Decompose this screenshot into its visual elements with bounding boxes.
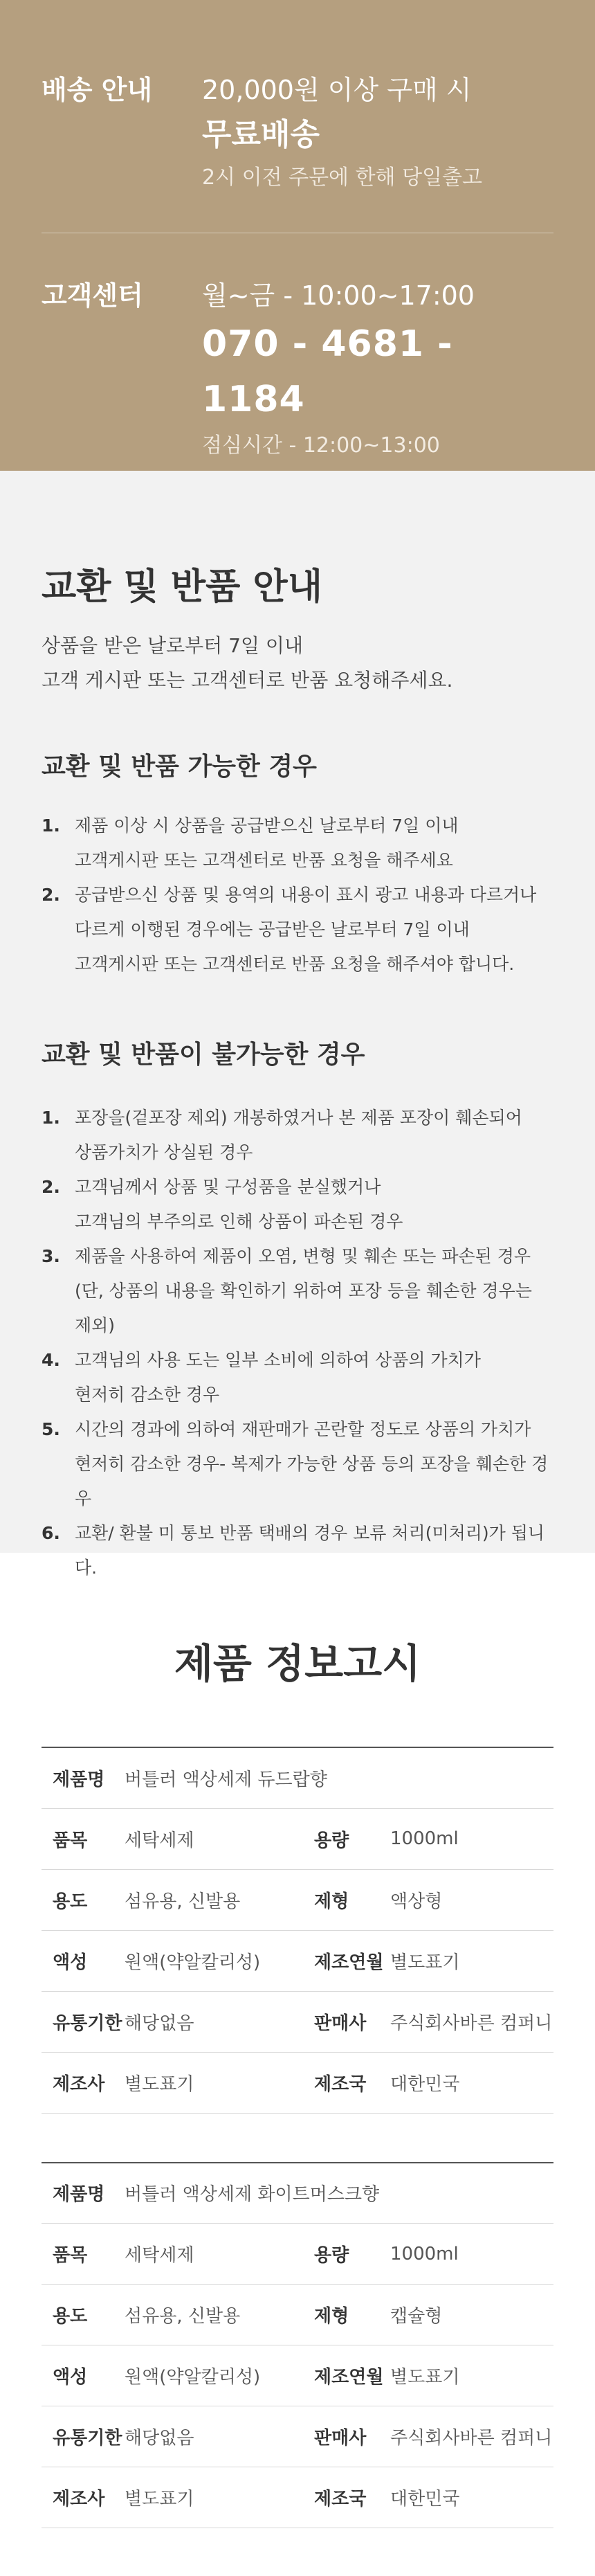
spec-label: 제조연월 (303, 1930, 390, 1991)
spec-value: 캡슐형 (390, 2285, 553, 2345)
list-number: 6. (42, 1523, 60, 1543)
list-item (42, 878, 553, 982)
spec-label: 품목 (42, 1808, 125, 1869)
business-hours: 월~금 - 10:00~17:00 (202, 280, 475, 311)
list-text: 고객님의 부주의로 인해 상품이 파손된 경우 (75, 1212, 403, 1232)
spec-value: 세탁세제 (125, 1808, 303, 1869)
spec-value: 섬유용, 신발용 (125, 2285, 303, 2345)
lunch-hours: 점심시간 - 12:00~13:00 (202, 433, 440, 458)
table-row (42, 2224, 553, 2285)
product-notice-section (0, 1553, 595, 2576)
spec-label: 액성 (42, 1930, 125, 1991)
customer-center-row (42, 275, 553, 465)
spec-label: 제조사 (42, 2467, 125, 2528)
table-row (42, 1808, 553, 1869)
list-text: (단, 상품의 내용을 확인하기 위하여 포장 등을 훼손한 경우는 제외) (75, 1281, 532, 1335)
shipping-label: 배송 안내 (42, 75, 153, 105)
spec-label: 제형 (303, 1869, 390, 1930)
spec-label: 유통기한 (42, 1991, 125, 2052)
spec-value: 섬유용, 신발용 (125, 1869, 303, 1930)
list-item (42, 1101, 553, 1170)
table-row (42, 1930, 553, 1991)
spec-table (42, 2162, 553, 2529)
spec-value: 주식회사바른 컴퍼니 (390, 1991, 553, 2052)
list-text: 고객게시판 또는 고객센터로 반품 요청을 해주셔야 합니다. (75, 954, 515, 974)
list-text: 현저히 감소한 경우- 복제가 가능한 상품 등의 포장을 훼손한 경우 (75, 1454, 549, 1508)
shipping-info-section (0, 0, 595, 471)
list-item (42, 1412, 553, 1516)
table-row (42, 1991, 553, 2052)
list-text: 시간의 경과에 의하여 재판매가 곤란할 정도로 상품의 가치가 (75, 1419, 531, 1439)
list-text: 다르게 이행된 경우에는 공급받은 날로부터 7일 이내 (75, 919, 470, 939)
spec-value: 별도표기 (390, 1930, 553, 1991)
spec-label: 제조사 (42, 2052, 125, 2113)
list-number: 1. (42, 816, 60, 836)
list-item (42, 809, 553, 878)
product-name-label: 제품명 (42, 1747, 125, 1808)
spec-value: 1000ml (390, 1808, 553, 1869)
spec-value: 주식회사바른 컴퍼니 (390, 2406, 553, 2467)
spec-label: 용도 (42, 2285, 125, 2345)
table-row (42, 2406, 553, 2467)
list-number: 2. (42, 1177, 60, 1197)
spec-value: 1000ml (390, 2224, 553, 2285)
exchange-intro-line: 상품을 받은 날로부터 7일 이내 (42, 634, 303, 657)
list-text: 제품을 사용하여 제품이 오염, 변형 및 훼손 또는 파손된 경우 (75, 1246, 531, 1266)
spec-value: 별도표기 (390, 2345, 553, 2406)
list-item (42, 1239, 553, 1343)
list-text: 현저히 감소한 경우 (75, 1385, 220, 1405)
list-text: 상품가치가 상실된 경우 (75, 1142, 253, 1162)
same-day-dispatch-text: 2시 이전 주문에 한해 당일출고 (202, 165, 482, 190)
spec-label: 유통기한 (42, 2406, 125, 2467)
shipping-threshold: 20,000원 이상 구매 시 (202, 75, 472, 105)
list-text: 고객게시판 또는 고객센터로 반품 요청을 해주세요 (75, 850, 453, 870)
table-row (42, 2285, 553, 2345)
table-row (42, 1747, 553, 1808)
list-number: 3. (42, 1246, 60, 1266)
spec-label: 용량 (303, 1808, 390, 1869)
spec-label: 제조국 (303, 2467, 390, 2528)
possible-cases-title: 교환 및 반품 가능한 경우 (42, 753, 317, 781)
spec-value: 대한민국 (390, 2467, 553, 2528)
list-number: 5. (42, 1419, 60, 1439)
spec-label: 판매사 (303, 1991, 390, 2052)
spec-value: 대한민국 (390, 2052, 553, 2113)
spec-value: 별도표기 (125, 2467, 303, 2528)
list-item (42, 1343, 553, 1412)
impossible-cases-list (42, 1101, 553, 1585)
spec-label: 용량 (303, 2224, 390, 2285)
list-item (42, 1170, 553, 1239)
spec-value: 원액(약알칼리성) (125, 2345, 303, 2406)
table-row (42, 2052, 553, 2113)
spec-tables (42, 1747, 553, 2528)
spec-label: 액성 (42, 2345, 125, 2406)
list-number: 2. (42, 885, 60, 905)
product-name-value: 버틀러 액상세제 화이트머스크향 (125, 2163, 553, 2224)
list-text: 고객님께서 상품 및 구성품을 분실했거나 (75, 1177, 381, 1197)
table-row (42, 2163, 553, 2224)
free-shipping-text: 무료배송 (202, 117, 320, 152)
possible-cases-list (42, 809, 553, 982)
list-text: 교환/ 환불 미 통보 반품 택배의 경우 보류 처리(미처리)가 됩니다. (75, 1523, 545, 1578)
list-text: 제품 이상 시 상품을 공급받으신 날로부터 7일 이내 (75, 816, 459, 836)
spec-value: 원액(약알칼리성) (125, 1930, 303, 1991)
exchange-title: 교환 및 반품 안내 (42, 566, 322, 608)
customer-center-label: 고객센터 (42, 280, 143, 311)
spec-label: 용도 (42, 1869, 125, 1930)
spec-value: 해당없음 (125, 1991, 303, 2052)
product-name-label: 제품명 (42, 2163, 125, 2224)
list-text: 공급받으신 상품 및 용역의 내용이 표시 광고 내용과 다르거나 (75, 885, 537, 905)
spec-label: 품목 (42, 2224, 125, 2285)
spec-table (42, 1747, 553, 2114)
impossible-cases-title: 교환 및 반품이 불가능한 경우 (42, 1041, 365, 1069)
spec-value: 세탁세제 (125, 2224, 303, 2285)
spec-label: 제조연월 (303, 2345, 390, 2406)
spec-label: 판매사 (303, 2406, 390, 2467)
customer-center-details (202, 275, 553, 465)
phone-number[interactable]: 070 - 4681 - 1184 (202, 323, 453, 420)
spec-label: 제조국 (303, 2052, 390, 2113)
exchange-return-section (0, 471, 595, 1578)
spec-label: 제형 (303, 2285, 390, 2345)
list-number: 1. (42, 1108, 60, 1128)
list-number: 4. (42, 1350, 60, 1370)
shipping-row (42, 69, 553, 197)
list-text: 포장을(겉포장 제외) 개봉하였거나 본 제품 포장이 훼손되어 (75, 1108, 522, 1128)
notice-title: 제품 정보고시 (174, 1640, 421, 1687)
spec-value: 별도표기 (125, 2052, 303, 2113)
spec-value: 액상형 (390, 1869, 553, 1930)
spec-value: 해당없음 (125, 2406, 303, 2467)
table-row (42, 2345, 553, 2406)
table-row (42, 1869, 553, 1930)
list-text: 고객님의 사용 도는 일부 소비에 의하여 상품의 가치가 (75, 1350, 481, 1370)
exchange-intro-line: 고객 게시판 또는 고객센터로 반품 요청해주세요. (42, 669, 453, 692)
shipping-details (202, 69, 553, 197)
table-row (42, 2467, 553, 2528)
list-item (42, 1516, 553, 1585)
product-name-value: 버틀러 액상세제 듀드랍향 (125, 1747, 553, 1808)
